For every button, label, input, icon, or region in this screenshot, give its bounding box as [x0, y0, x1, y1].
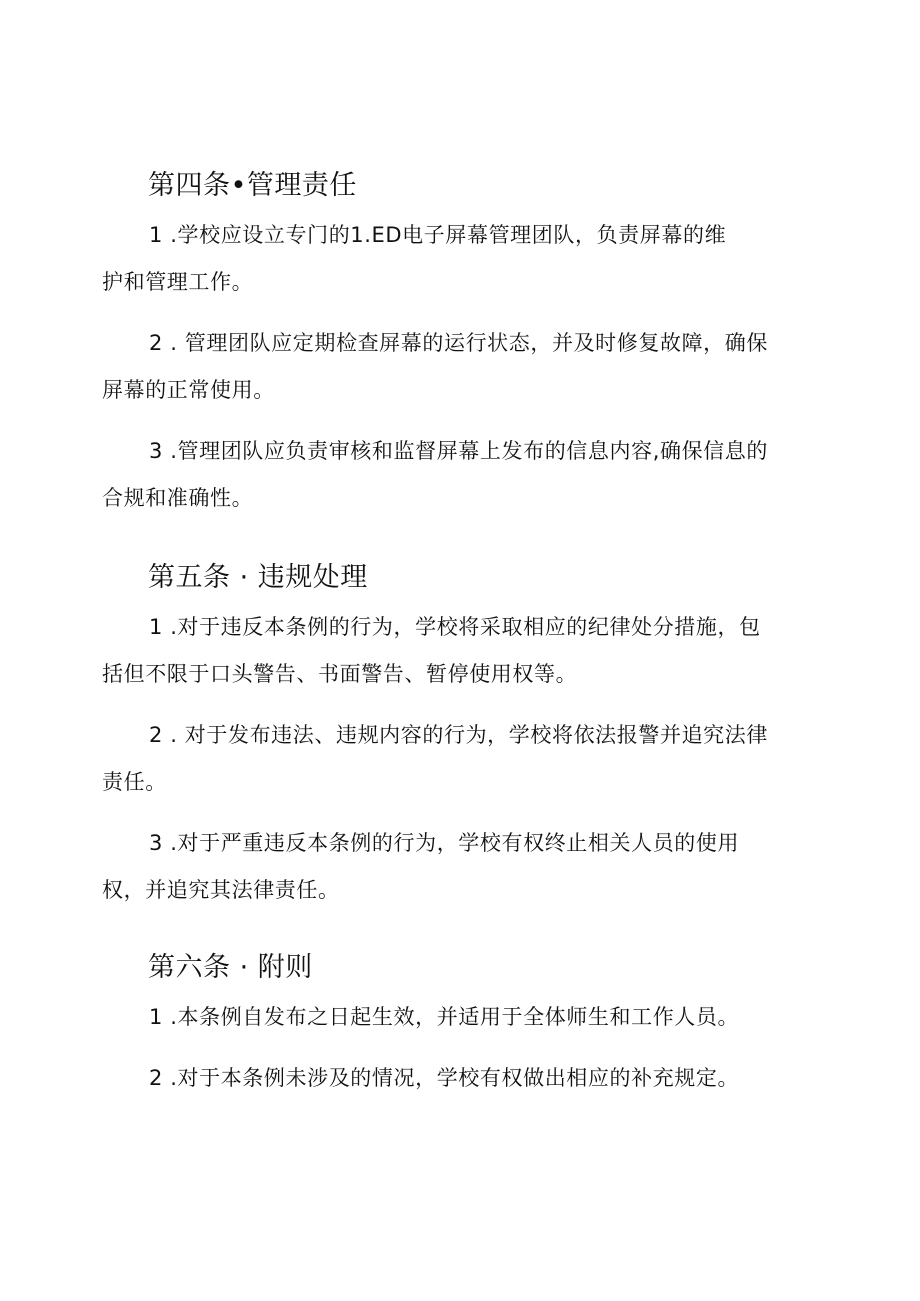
clause-item [102, 320, 824, 414]
clause-line: 括但不限于口头警告、书面警告、暂停使用权等。 [102, 662, 578, 686]
clause-line: 权，并追究其法律责任。 [102, 878, 340, 902]
clause-line: 2 .对于本条例未涉及的情况，学校有权做出相应的补充规定。 [149, 1066, 740, 1090]
section-heading: 第五条 · 违规处理 [148, 562, 368, 593]
clause-line: 屏幕的正常使用。 [102, 378, 275, 402]
clause-line: 合规和准确性。 [102, 486, 254, 510]
clause-item [102, 820, 824, 914]
section-article-6 [102, 950, 824, 1102]
clause-item [102, 994, 824, 1041]
clause-line: 1 .学校应设立专门的1.ED电子屏幕管理团队，负责屏幕的维 [149, 223, 727, 247]
clause-line: 护和管理工作。 [102, 270, 254, 294]
section-article-5 [102, 560, 824, 914]
section-article-4 [102, 168, 824, 522]
clause-line: 3 .管理团队应负责审核和监督屏幕上发布的信息内容,确保信息的 [149, 439, 768, 463]
clause-item [102, 212, 824, 306]
clause-line: 2 . 管理团队应定期检查屏幕的运行状态，并及时修复故障，确保 [149, 331, 768, 355]
clause-item [102, 604, 824, 698]
clause-line: 2 . 对于发布违法、违规内容的行为，学校将依法报警并追究法律 [149, 723, 768, 747]
section-heading: 第四条•管理责任 [148, 170, 357, 201]
clause-item [102, 428, 824, 522]
section-heading: 第六条 · 附则 [148, 952, 313, 983]
clause-line: 1 .本条例自发布之日起生效，并适用于全体师生和工作人员。 [149, 1005, 740, 1029]
clause-line: 1 .对于违反本条例的行为，学校将采取相应的纪律处分措施，包 [149, 615, 761, 639]
clause-line: 责任。 [102, 770, 167, 794]
clause-item [102, 712, 824, 806]
clause-line: 3 .对于严重违反本条例的行为，学校有权终止相关人员的使用 [149, 831, 740, 855]
clause-item [102, 1055, 824, 1102]
